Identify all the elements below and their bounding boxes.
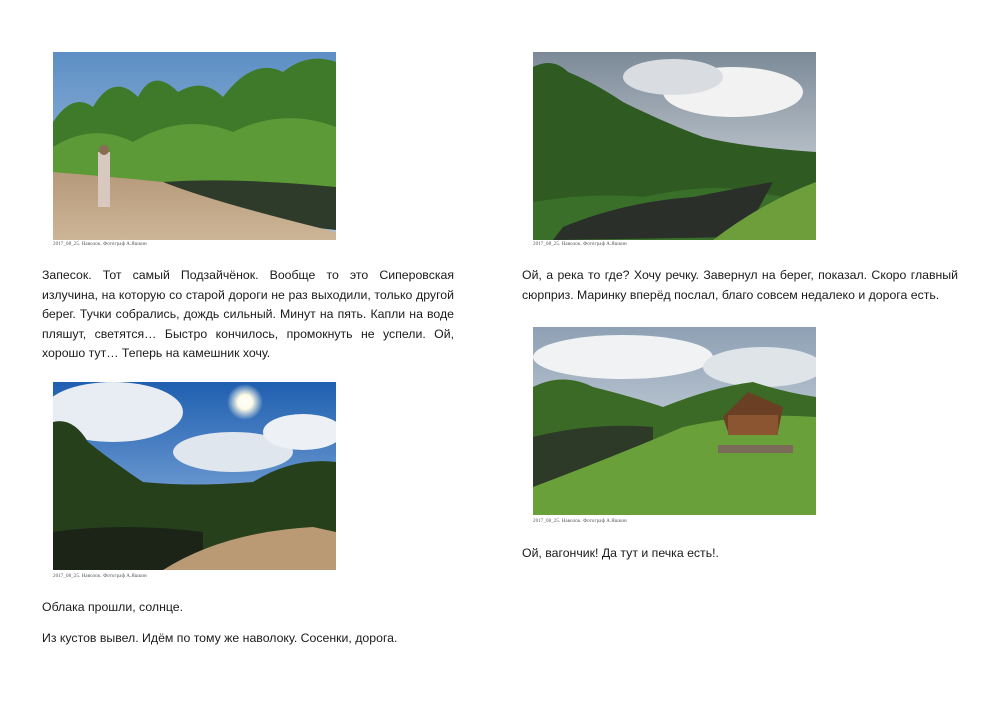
paragraph-river: Ой, а река то где? Хочу речку. Завернул на берег, показал. Скоро главный сюрприз. Маринку вперёд послал, благо совсем недалеко и дорога есть.	[522, 268, 958, 302]
photo-caption: 2017_08_25. Наволок. Фотограф А.Яшкин	[53, 574, 147, 579]
paragraph-clouds: Облака прошли, солнце.	[42, 600, 184, 614]
photo-caption: 2017_08_25. Наволок. Фотограф А.Яшкин	[533, 242, 627, 247]
photo-sun-clouds-river	[53, 382, 336, 570]
photo-river-forest	[533, 52, 816, 240]
paragraph-zapesok: Запесок. Тот самый Подзайчёнок. Вообще то это Сиперовская излучина, на которую со старой дороги не раз выходили, только другой берег. Тучки собрались, дождь сильный. Минут на пять. Капли на воде пляшут, светятся… Быстро кончилось, промокнуть не успели. Ой, хорошо тут… Теперь на камешник хочу.	[42, 268, 454, 361]
paragraph-wagon: Ой, вагончик! Да тут и печка есть!.	[522, 546, 719, 560]
photo-wooden-wagon	[533, 327, 816, 515]
photo-sandy-riverbank	[53, 52, 336, 240]
paragraph-bushes: Из кустов вывел. Идём по тому же наволоку. Сосенки, дорога.	[42, 631, 398, 645]
photo-caption: 2017_08_25. Наволок. Фотограф А.Яшкин	[53, 242, 147, 247]
photo-caption: 2017_08_25. Наволок. Фотограф А.Яшкин	[533, 519, 627, 524]
